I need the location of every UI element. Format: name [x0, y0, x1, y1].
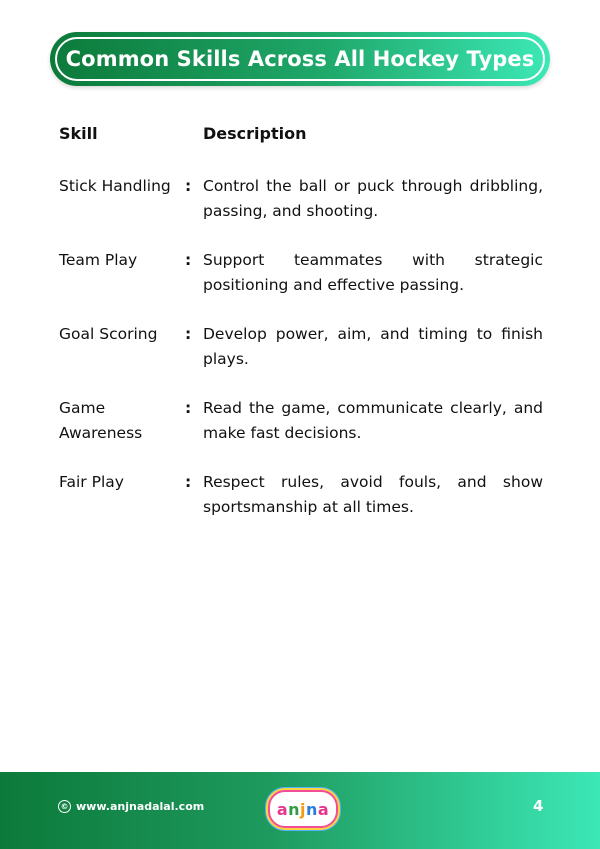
skills-table — [59, 124, 543, 520]
website-link[interactable]: www.anjnadalal.com — [76, 800, 205, 813]
page-title: Common Skills Across All Hockey Types — [65, 47, 535, 71]
logo-letter: a — [276, 799, 289, 819]
header-skill: Skill — [59, 124, 98, 143]
table-row — [59, 248, 543, 298]
row-description: Control the ball or puck through dribbling, passing, and shooting. — [203, 177, 543, 220]
row-skill: Goal Scoring — [59, 325, 158, 343]
logo-letter: a — [317, 799, 330, 819]
table-row — [59, 174, 543, 224]
logo-letter: n — [305, 799, 318, 819]
table-header — [59, 124, 543, 150]
row-colon: : — [185, 177, 192, 195]
anjna-logo — [268, 790, 338, 828]
row-colon: : — [185, 473, 192, 491]
table-row — [59, 322, 543, 372]
page-footer — [0, 772, 600, 849]
table-row — [59, 470, 543, 520]
row-description: Support teammates with strategic positioning and effective passing. — [203, 251, 543, 294]
logo-letter: n — [288, 799, 300, 819]
row-skill: Game Awareness — [59, 399, 143, 442]
row-colon: : — [185, 251, 192, 269]
page-number: 4 — [533, 797, 544, 815]
row-description: Read the game, communicate clearly, and make fast decisions. — [203, 399, 543, 442]
row-colon: : — [185, 399, 192, 417]
footer-website — [58, 800, 204, 813]
row-description: Develop power, aim, and timing to finish plays. — [203, 325, 543, 368]
table-row — [59, 396, 543, 446]
row-skill: Stick Handling — [59, 177, 171, 195]
title-banner-border — [55, 37, 545, 81]
row-colon: : — [185, 325, 192, 343]
copyright-icon: © — [58, 800, 71, 813]
row-skill: Team Play — [59, 251, 138, 269]
logo-text — [277, 800, 329, 819]
row-description: Respect rules, avoid fouls, and show sportsmanship at all times. — [203, 473, 543, 516]
logo-letter: j — [300, 799, 306, 819]
title-banner — [50, 32, 550, 86]
header-description: Description — [203, 124, 307, 143]
row-skill: Fair Play — [59, 473, 124, 491]
